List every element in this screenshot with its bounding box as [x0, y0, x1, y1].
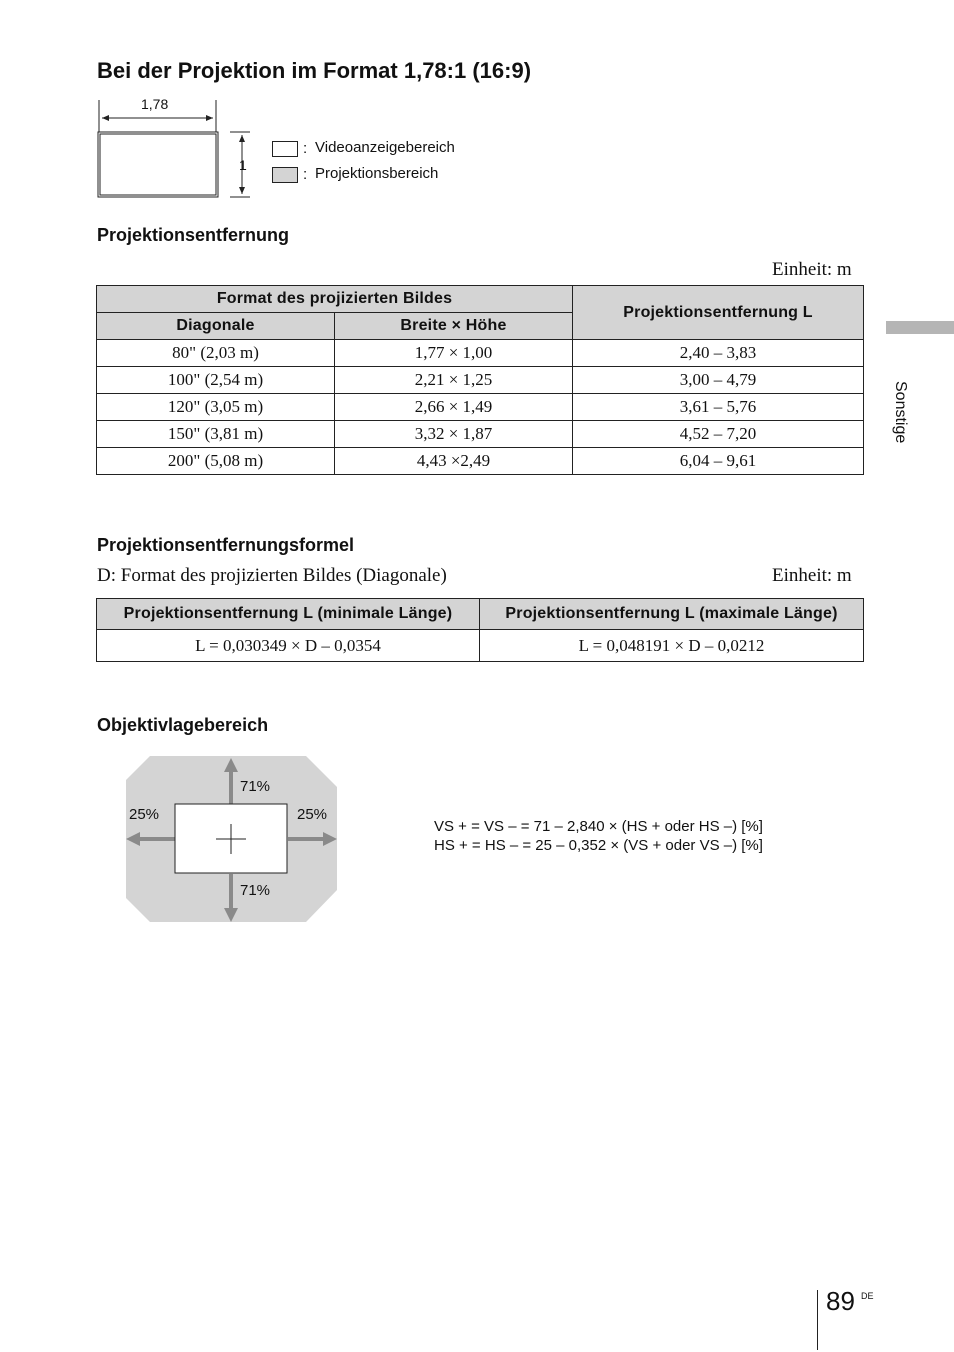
cell-size: 2,66 × 1,49	[335, 394, 573, 421]
cell-diagonal: 80" (2,03 m)	[97, 340, 335, 367]
cell-size: 1,77 × 1,00	[335, 340, 573, 367]
formula-header-max: Projektionsentfernung L (maximale Länge)	[480, 599, 864, 630]
cell-distance: 3,00 – 4,79	[573, 367, 864, 394]
table-row	[97, 394, 864, 421]
formula-header-min: Projektionsentfernung L (minimale Länge)	[97, 599, 480, 630]
cell-distance: 4,52 – 7,20	[573, 421, 864, 448]
lens-shift-diagram	[120, 752, 344, 926]
page-title: Bei der Projektion im Format 1,78:1 (16:9)	[97, 58, 532, 83]
legend-label-projection: Projektionsbereich	[315, 165, 439, 182]
cell-distance: 2,40 – 3,83	[573, 340, 864, 367]
cell-size: 4,43 ×2,49	[335, 448, 573, 475]
cell-distance: 6,04 – 9,61	[573, 448, 864, 475]
page-language-suffix: DE	[861, 1291, 874, 1301]
table-group-header: Format des projizierten Bildes	[97, 286, 573, 313]
unit-label-formula: Einheit: m	[772, 565, 852, 586]
table-header-distance: Projektionsentfernung L	[573, 286, 864, 340]
legend-swatch-video	[272, 141, 298, 157]
shift-left-percent: 25%	[129, 806, 160, 823]
formula-max: L = 0,048191 × D – 0,0212	[480, 630, 864, 662]
legend-colon-projection: :	[303, 166, 308, 183]
aspect-ratio-diagram	[92, 92, 262, 204]
shift-bottom-percent: 71%	[240, 882, 271, 899]
cell-distance: 3,61 – 5,76	[573, 394, 864, 421]
table-row	[97, 421, 864, 448]
distance-table	[96, 285, 864, 475]
cell-size: 2,21 × 1,25	[335, 367, 573, 394]
cell-diagonal: 100" (2,54 m)	[97, 367, 335, 394]
shift-right-percent: 25%	[297, 806, 328, 823]
page-number: 89	[826, 1286, 855, 1316]
formula-vertical-shift: VS + = VS – = 71 – 2,840 × (HS + oder HS –) [%]	[434, 818, 763, 835]
width-label: 1,78	[141, 96, 169, 112]
cell-diagonal: 150" (3,81 m)	[97, 421, 335, 448]
section-heading-distance: Projektionsentfernung	[97, 225, 290, 245]
cell-diagonal: 200" (5,08 m)	[97, 448, 335, 475]
formula-note: D: Format des projizierten Bildes (Diagonale)	[97, 565, 447, 586]
table-row	[97, 367, 864, 394]
chapter-tab-marker	[886, 321, 954, 334]
table-row	[97, 448, 864, 475]
shift-top-percent: 71%	[240, 778, 271, 795]
table-row	[97, 630, 864, 662]
page-number-divider	[817, 1290, 818, 1350]
formula-table	[96, 598, 864, 662]
unit-label: Einheit: m	[772, 259, 852, 280]
table-header-size: Breite × Höhe	[335, 313, 573, 340]
cell-size: 3,32 × 1,87	[335, 421, 573, 448]
legend-label-video: Videoanzeigebereich	[315, 139, 455, 156]
legend-swatch-projection	[272, 167, 298, 183]
formula-horizontal-shift: HS + = HS – = 25 – 0,352 × (VS + oder VS –) [%]	[434, 837, 763, 854]
table-row	[97, 340, 864, 367]
table-header-diagonal: Diagonale	[97, 313, 335, 340]
formula-min: L = 0,030349 × D – 0,0354	[97, 630, 480, 662]
section-heading-formula: Projektionsentfernungsformel	[97, 535, 355, 555]
section-heading-lens-shift: Objektivlagebereich	[97, 715, 269, 735]
height-label: 1	[239, 157, 247, 173]
chapter-tab-label: Sonstige	[892, 381, 909, 444]
legend-colon-video: :	[303, 140, 308, 157]
cell-diagonal: 120" (3,05 m)	[97, 394, 335, 421]
